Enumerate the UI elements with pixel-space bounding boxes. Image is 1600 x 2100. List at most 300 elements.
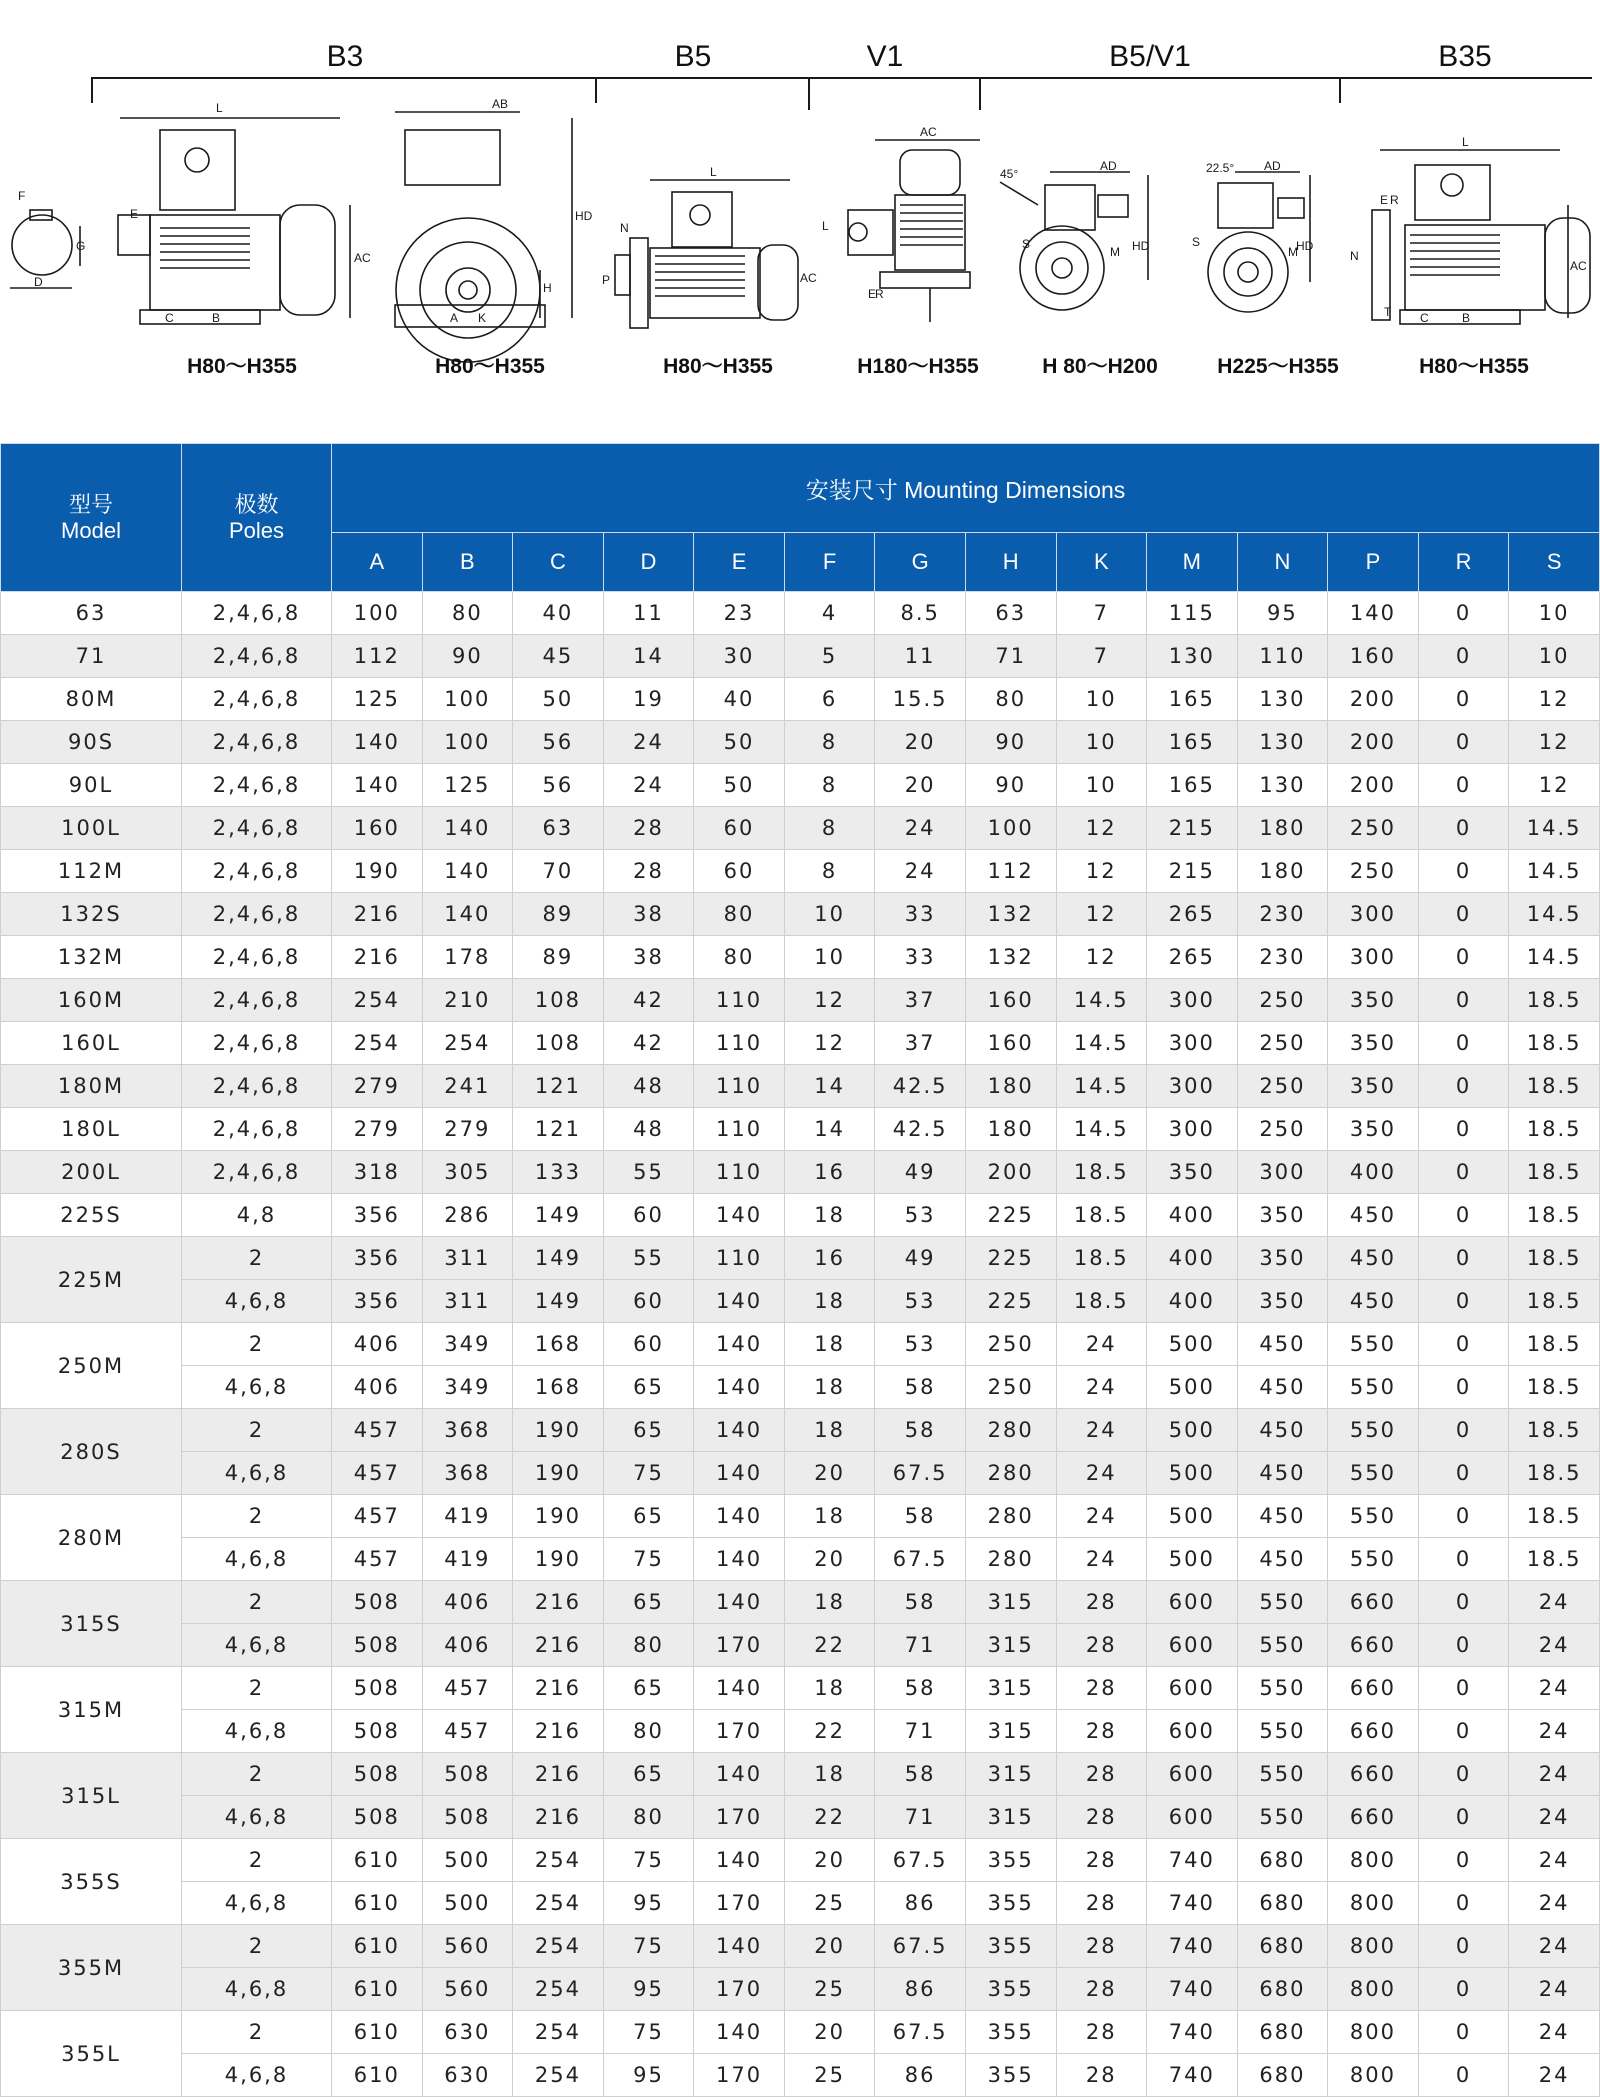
dim-cell-h: 315 [965,1624,1056,1667]
column-header-a: A [332,533,423,592]
dim-label: HD [1132,239,1150,253]
model-cell: 180M [1,1065,182,1108]
poles-cell: 2,4,6,8 [182,592,332,635]
dim-cell-c: 149 [513,1194,604,1237]
dim-cell-e: 110 [694,979,785,1022]
dim-cell-g: 8.5 [875,592,966,635]
dim-cell-g: 15.5 [875,678,966,721]
dim-cell-s: 18.5 [1509,1366,1600,1409]
poles-header [182,444,332,592]
dim-cell-k: 18.5 [1056,1151,1147,1194]
dim-cell-e: 140 [694,1753,785,1796]
column-header-p: P [1328,533,1419,592]
dim-cell-b: 311 [422,1237,513,1280]
dim-cell-k: 24 [1056,1452,1147,1495]
dim-label: HD [575,209,593,223]
dim-cell-k: 24 [1056,1495,1147,1538]
dim-cell-d: 24 [603,764,694,807]
dim-cell-b: 630 [422,2011,513,2054]
dim-cell-h: 100 [965,807,1056,850]
dim-cell-h: 160 [965,979,1056,1022]
dim-cell-c: 216 [513,1624,604,1667]
column-header-f: F [784,533,875,592]
dim-cell-e: 140 [694,1280,785,1323]
table-row [1,1968,1600,2011]
dim-cell-h: 71 [965,635,1056,678]
dim-cell-n: 550 [1237,1581,1328,1624]
dim-cell-c: 168 [513,1323,604,1366]
dim-cell-d: 19 [603,678,694,721]
dim-cell-m: 265 [1147,893,1238,936]
dim-cell-p: 800 [1328,1968,1419,2011]
group-label-v1: V1 [866,40,904,73]
dim-cell-s: 24 [1509,1796,1600,1839]
dim-cell-r: 0 [1418,721,1509,764]
dim-label: E [130,207,139,221]
dim-cell-r: 0 [1418,1796,1509,1839]
dim-cell-m: 740 [1147,1968,1238,2011]
dim-cell-n: 230 [1237,893,1328,936]
dim-cell-c: 254 [513,1882,604,1925]
model-cell: 355M [1,1925,182,2011]
dim-cell-d: 65 [603,1366,694,1409]
dim-cell-f: 8 [784,850,875,893]
table-row [1,678,1600,721]
dim-cell-b: 140 [422,850,513,893]
dim-cell-n: 350 [1237,1194,1328,1237]
dim-cell-r: 0 [1418,1882,1509,1925]
dim-cell-m: 300 [1147,979,1238,1022]
dim-cell-r: 0 [1418,764,1509,807]
dim-cell-n: 550 [1237,1624,1328,1667]
dim-cell-p: 160 [1328,635,1419,678]
dim-cell-k: 28 [1056,1882,1147,1925]
table-row [1,1323,1600,1366]
dim-cell-n: 680 [1237,2011,1328,2054]
dim-cell-e: 170 [694,1624,785,1667]
dim-cell-g: 53 [875,1323,966,1366]
dim-cell-a: 216 [332,893,423,936]
dim-cell-p: 800 [1328,1839,1419,1882]
dim-label: F [18,189,26,203]
dim-cell-e: 140 [694,1667,785,1710]
dim-cell-n: 680 [1237,1968,1328,2011]
dim-cell-a: 406 [332,1366,423,1409]
dim-cell-m: 500 [1147,1323,1238,1366]
poles-cell: 4,6,8 [182,1624,332,1667]
dim-cell-a: 112 [332,635,423,678]
table-row [1,1538,1600,1581]
dim-cell-d: 75 [603,1538,694,1581]
table-row [1,1495,1600,1538]
dim-cell-p: 200 [1328,678,1419,721]
column-header-r: R [1418,533,1509,592]
dim-cell-m: 500 [1147,1452,1238,1495]
poles-cell: 2,4,6,8 [182,1065,332,1108]
dim-cell-h: 225 [965,1194,1056,1237]
dim-cell-h: 280 [965,1452,1056,1495]
dim-cell-b: 305 [422,1151,513,1194]
dim-cell-h: 315 [965,1796,1056,1839]
poles-cell: 2,4,6,8 [182,1151,332,1194]
poles-cell: 2,4,6,8 [182,893,332,936]
poles-cell: 2 [182,1581,332,1624]
dim-label: G [76,239,86,253]
dim-cell-p: 200 [1328,721,1419,764]
group-label-b35: B35 [1438,40,1492,73]
dim-cell-b: 406 [422,1581,513,1624]
dim-cell-b: 349 [422,1366,513,1409]
dim-cell-f: 20 [784,1925,875,1968]
dim-label: S [1192,235,1201,249]
dim-label: P [602,273,611,287]
dim-label: AC [354,251,371,265]
dim-cell-a: 190 [332,850,423,893]
dim-cell-f: 12 [784,1022,875,1065]
drawing-linework [0,0,1600,400]
dim-cell-r: 0 [1418,592,1509,635]
dim-cell-p: 550 [1328,1452,1419,1495]
dim-cell-k: 28 [1056,1839,1147,1882]
table-row [1,893,1600,936]
dim-cell-f: 20 [784,2011,875,2054]
dim-cell-k: 28 [1056,1925,1147,1968]
dim-cell-m: 600 [1147,1581,1238,1624]
dim-cell-e: 170 [694,1882,785,1925]
dim-cell-a: 508 [332,1796,423,1839]
dim-cell-e: 140 [694,1409,785,1452]
b35-view [1372,150,1590,324]
dim-label: N [620,221,629,235]
dim-cell-a: 100 [332,592,423,635]
dim-cell-c: 40 [513,592,604,635]
dim-cell-d: 80 [603,1796,694,1839]
dim-cell-h: 355 [965,2011,1056,2054]
dim-label: H [543,281,552,295]
dim-cell-s: 24 [1509,1710,1600,1753]
dim-cell-e: 140 [694,1452,785,1495]
table-row [1,807,1600,850]
dim-cell-n: 180 [1237,807,1328,850]
dim-cell-s: 18.5 [1509,1323,1600,1366]
dim-cell-r: 0 [1418,1839,1509,1882]
dim-cell-f: 20 [784,1839,875,1882]
poles-cell: 2,4,6,8 [182,979,332,1022]
dim-cell-d: 55 [603,1237,694,1280]
dim-cell-k: 14.5 [1056,1108,1147,1151]
table-row [1,721,1600,764]
dim-cell-d: 60 [603,1194,694,1237]
dim-cell-r: 0 [1418,1624,1509,1667]
dim-cell-g: 86 [875,2054,966,2097]
dim-cell-d: 75 [603,1925,694,1968]
table-row [1,1280,1600,1323]
dim-label: HD [1296,239,1314,253]
dim-cell-k: 28 [1056,1624,1147,1667]
dim-label: AC [1570,259,1587,273]
dim-cell-s: 12 [1509,764,1600,807]
drawing-caption: H225～H355 [1217,355,1339,378]
dim-cell-a: 356 [332,1280,423,1323]
dim-cell-k: 10 [1056,764,1147,807]
poles-cell: 4,8 [182,1194,332,1237]
dim-cell-b: 311 [422,1280,513,1323]
dim-cell-g: 71 [875,1796,966,1839]
dim-cell-e: 140 [694,1581,785,1624]
dim-cell-f: 6 [784,678,875,721]
dim-cell-c: 190 [513,1495,604,1538]
dim-cell-f: 18 [784,1753,875,1796]
dim-cell-k: 24 [1056,1409,1147,1452]
dim-cell-k: 12 [1056,807,1147,850]
dim-cell-p: 550 [1328,1538,1419,1581]
dim-cell-n: 130 [1237,764,1328,807]
dim-cell-c: 121 [513,1108,604,1151]
dim-cell-n: 350 [1237,1280,1328,1323]
dim-cell-e: 140 [694,1194,785,1237]
dim-label: R [875,287,884,301]
dim-label: 45° [1000,167,1019,181]
dim-cell-d: 95 [603,2054,694,2097]
model-header-en: Model [61,517,121,543]
dim-cell-a: 254 [332,979,423,1022]
drawing-caption: H80～H355 [435,355,545,378]
model-cell: 315S [1,1581,182,1667]
dim-cell-m: 300 [1147,1022,1238,1065]
dim-cell-c: 89 [513,936,604,979]
table-row [1,1624,1600,1667]
table-row [1,1409,1600,1452]
dim-cell-r: 0 [1418,1495,1509,1538]
dim-cell-g: 33 [875,893,966,936]
dim-label: L [710,165,717,179]
dim-cell-n: 250 [1237,1065,1328,1108]
dim-cell-g: 71 [875,1710,966,1753]
column-header-m: M [1147,533,1238,592]
poles-cell: 2 [182,1323,332,1366]
dim-cell-d: 95 [603,1968,694,2011]
dim-cell-g: 67.5 [875,1538,966,1581]
dim-cell-n: 130 [1237,678,1328,721]
dim-cell-r: 0 [1418,1280,1509,1323]
dim-cell-f: 4 [784,592,875,635]
dim-cell-d: 95 [603,1882,694,1925]
dim-cell-c: 56 [513,721,604,764]
dim-cell-r: 0 [1418,1925,1509,1968]
table-row [1,979,1600,1022]
dim-cell-n: 450 [1237,1495,1328,1538]
poles-cell: 2 [182,1667,332,1710]
group-label-b5: B5 [674,40,712,73]
dim-cell-a: 508 [332,1710,423,1753]
dim-cell-c: 254 [513,1925,604,1968]
dim-cell-s: 12 [1509,678,1600,721]
dim-cell-b: 100 [422,678,513,721]
dim-label: AC [800,271,817,285]
dim-label: A [450,311,459,325]
dim-cell-c: 70 [513,850,604,893]
model-cell: 160M [1,979,182,1022]
dim-label: R [1390,193,1399,207]
dim-cell-n: 550 [1237,1796,1328,1839]
dim-cell-k: 10 [1056,721,1147,764]
dim-cell-e: 80 [694,936,785,979]
dim-cell-c: 254 [513,2011,604,2054]
dim-cell-h: 315 [965,1753,1056,1796]
dim-cell-h: 280 [965,1409,1056,1452]
model-cell: 63 [1,592,182,635]
poles-cell: 2,4,6,8 [182,936,332,979]
dim-cell-b: 419 [422,1495,513,1538]
dim-cell-p: 350 [1328,1022,1419,1065]
model-cell: 160L [1,1022,182,1065]
dim-cell-d: 75 [603,1452,694,1495]
dim-cell-r: 0 [1418,979,1509,1022]
dim-cell-h: 112 [965,850,1056,893]
dim-label: AB [492,97,509,111]
dim-cell-n: 680 [1237,1882,1328,1925]
dim-cell-c: 108 [513,1022,604,1065]
dim-cell-k: 24 [1056,1538,1147,1581]
dim-cell-d: 55 [603,1151,694,1194]
poles-cell: 4,6,8 [182,1538,332,1581]
dim-cell-b: 254 [422,1022,513,1065]
dim-cell-a: 356 [332,1237,423,1280]
dim-label: N [1350,249,1359,263]
poles-cell: 2 [182,2011,332,2054]
dim-cell-m: 740 [1147,1925,1238,1968]
dim-cell-k: 14.5 [1056,1065,1147,1108]
poles-cell: 4,6,8 [182,1968,332,2011]
dim-cell-r: 0 [1418,1366,1509,1409]
dim-cell-h: 63 [965,592,1056,635]
dim-cell-g: 67.5 [875,1452,966,1495]
model-cell: 280M [1,1495,182,1581]
dim-cell-h: 180 [965,1065,1056,1108]
dim-cell-a: 610 [332,1968,423,2011]
dim-cell-b: 508 [422,1796,513,1839]
dim-cell-p: 800 [1328,1882,1419,1925]
column-header-e: E [694,533,785,592]
model-cell: 250M [1,1323,182,1409]
dim-cell-m: 500 [1147,1538,1238,1581]
table-row [1,1366,1600,1409]
dim-cell-h: 315 [965,1581,1056,1624]
dim-cell-d: 60 [603,1323,694,1366]
dim-cell-b: 125 [422,764,513,807]
dim-cell-s: 10 [1509,592,1600,635]
dim-cell-n: 450 [1237,1323,1328,1366]
column-header-c: C [513,533,604,592]
dim-cell-g: 49 [875,1237,966,1280]
dim-cell-k: 7 [1056,592,1147,635]
dim-cell-n: 95 [1237,592,1328,635]
drawing-caption: H80～H355 [663,355,773,378]
dim-cell-h: 200 [965,1151,1056,1194]
dim-label: AD [1100,159,1117,173]
dim-cell-d: 75 [603,1839,694,1882]
table-row [1,2054,1600,2097]
dim-cell-k: 7 [1056,635,1147,678]
dim-cell-c: 133 [513,1151,604,1194]
dim-cell-n: 180 [1237,850,1328,893]
dim-cell-h: 315 [965,1667,1056,1710]
dim-cell-d: 60 [603,1280,694,1323]
dim-cell-b: 560 [422,1925,513,1968]
dim-cell-e: 140 [694,1925,785,1968]
dim-cell-m: 300 [1147,1108,1238,1151]
model-cell: 100L [1,807,182,850]
table-row [1,1194,1600,1237]
dim-label: S [1022,237,1031,251]
dim-cell-a: 140 [332,764,423,807]
dim-cell-a: 508 [332,1624,423,1667]
dim-cell-h: 250 [965,1366,1056,1409]
table-row [1,592,1600,635]
dim-cell-a: 279 [332,1065,423,1108]
dim-cell-g: 24 [875,807,966,850]
dim-cell-a: 125 [332,678,423,721]
dim-cell-a: 457 [332,1538,423,1581]
dim-cell-g: 20 [875,764,966,807]
dim-cell-f: 18 [784,1194,875,1237]
table-row [1,1151,1600,1194]
dim-cell-e: 110 [694,1108,785,1151]
dim-cell-p: 660 [1328,1624,1419,1667]
dim-label: B [1462,311,1471,325]
column-header-s: S [1509,533,1600,592]
column-header-d: D [603,533,694,592]
dim-cell-e: 60 [694,850,785,893]
dim-cell-b: 500 [422,1839,513,1882]
dim-cell-a: 160 [332,807,423,850]
dim-cell-g: 58 [875,1495,966,1538]
dim-cell-a: 279 [332,1108,423,1151]
dim-cell-d: 65 [603,1495,694,1538]
dim-cell-g: 58 [875,1581,966,1624]
dim-cell-d: 28 [603,807,694,850]
poles-cell: 4,6,8 [182,1710,332,1753]
dim-cell-p: 660 [1328,1796,1419,1839]
dim-cell-f: 22 [784,1624,875,1667]
model-cell: 112M [1,850,182,893]
dim-cell-f: 8 [784,764,875,807]
dim-cell-h: 90 [965,721,1056,764]
dim-cell-c: 56 [513,764,604,807]
dim-cell-h: 280 [965,1495,1056,1538]
dim-cell-s: 24 [1509,1624,1600,1667]
dim-cell-c: 216 [513,1753,604,1796]
dim-cell-h: 132 [965,936,1056,979]
table-body [1,592,1600,2097]
dim-cell-e: 110 [694,1237,785,1280]
dim-cell-c: 168 [513,1366,604,1409]
dim-cell-r: 0 [1418,850,1509,893]
dim-cell-b: 140 [422,893,513,936]
dim-cell-b: 90 [422,635,513,678]
dim-label: M [1288,245,1298,259]
dim-cell-n: 680 [1237,1925,1328,1968]
dim-cell-e: 110 [694,1022,785,1065]
dim-cell-k: 28 [1056,2054,1147,2097]
model-cell: 315M [1,1667,182,1753]
dim-cell-s: 24 [1509,1882,1600,1925]
dim-cell-m: 600 [1147,1753,1238,1796]
dim-cell-e: 110 [694,1151,785,1194]
dim-cell-a: 508 [332,1753,423,1796]
dim-cell-k: 12 [1056,936,1147,979]
dim-cell-a: 140 [332,721,423,764]
